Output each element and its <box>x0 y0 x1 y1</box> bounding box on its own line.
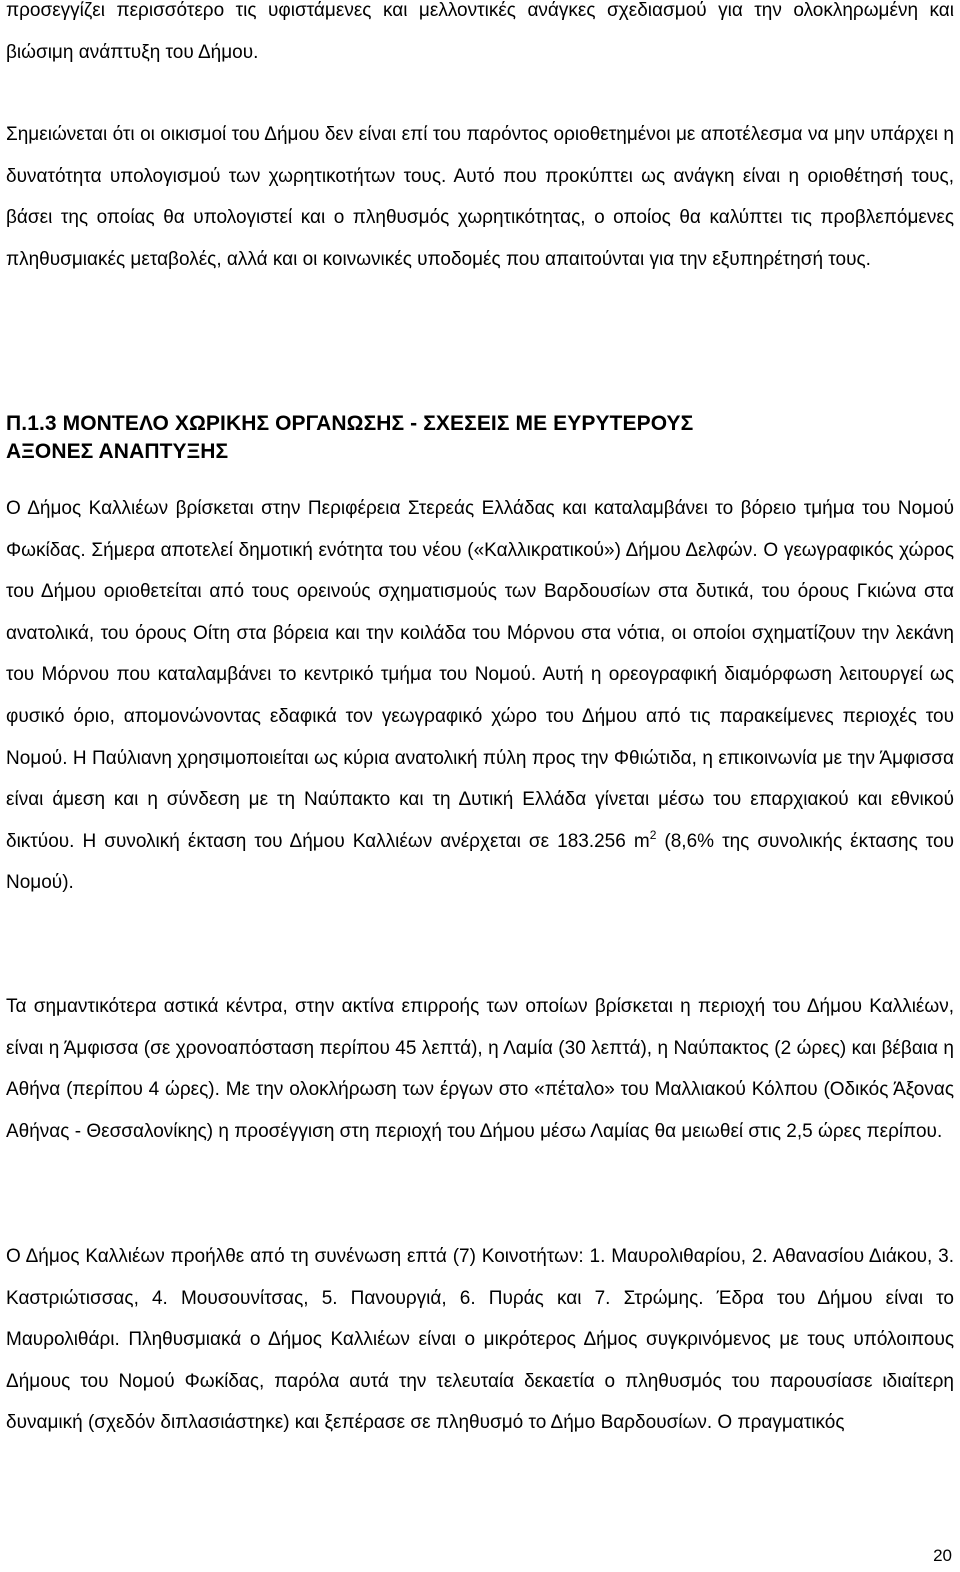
paragraph-geography <box>6 488 954 904</box>
paragraph-communities: Ο Δήμος Καλλιέων προήλθε από τη συνένωση επτά (7) Κοινοτήτων: 1. Μαυρολιθαρίου, 2. Αθανασίου Διάκου, 3. Καστριώτισσας, 4. Μουσουνίτσας, 5. Πανουργιά, 6. Πυράς και 7. Στρώμης. Έδρα του Δήμου είναι το Μαυρολιθάρι. Πληθυσμιακά ο Δήμος Καλλιέων είναι ο μικρότερος Δήμος συγκρινόμενος με τους υπόλοιπους Δήμους του Νομού Φωκίδας, παρόλα αυτά την τελευταία δεκαετία ο πληθυσμός του παρουσίασε ιδιαίτερη δυναμική (σχεδόν διπλασιάστηκε) και ξεπέρασε σε πληθυσμό το Δήμο Βαρδουσίων. Ο πραγματικός <box>6 1246 954 1434</box>
document-page <box>6 0 954 281</box>
paragraph-geography-tail: (8,6% της συνολικής έκτασης του Νομού). <box>6 830 954 894</box>
paragraph-fragment: προσεγγίζει περισσότερο τις υφιστάμενες και μελλοντικές ανάγκες σχεδιασμού για την ολοκληρωμένη και βιώσιμη ανάπτυξη του Δήμου. <box>6 0 954 63</box>
section-heading-line-2: ΑΞΟΝΕΣ ΑΝΑΠΤΥΞΗΣ <box>6 440 229 463</box>
paragraph-geography-main: Ο Δήμος Καλλιέων βρίσκεται στην Περιφέρεια Στερεάς Ελλάδας και καταλαμβάνει το βόρειο τμήμα του Νομού Φωκίδας. Σήμερα αποτελεί δημοτική ενότητα του νέου («Καλλικρατικού») Δήμου Δελφών. Ο γεωγραφικός χώρος του Δήμου οριοθετείται από τους ορεινούς σχηματισμούς των Βαρδουσίων στα δυτικά, του όρους Γκιώνα στα ανατολικά, του όρους Οίτη στα βόρεια και την κοιλάδα του Μόρνου στα νότια, οι οποίοι σχηματίζουν την λεκάνη του Μόρνου που καταλαμβάνει το κεντρικό τμήμα του Νομού. Αυτή η ορεογραφική διαμόρφωση λειτουργεί ως φυσικό όριο, απομονώνοντας εδαφικά τον γεωγραφικό χώρο του Δήμου από τις παρακείμενες περιοχές του Νομού. Η Παύλιανη χρησιμοποιείται ως κύρια ανατολική πύλη προς την Φθιώτιδα, η επικοινωνία με την Άμφισσα είναι άμεση και η σύνδεση με τη Ναύπακτο και τη Δυτική Ελλάδα γίνεται μέσω του επαρχιακού και εθνικού δικτύου. Η συνολική έκταση του Δήμου Καλλιέων ανέρχεται σε 183.256 m <box>6 498 954 852</box>
superscript-2: 2 <box>649 827 657 842</box>
paragraph-urban-centers: Τα σημαντικότερα αστικά κέντρα, στην ακτίνα επιρροής των οποίων βρίσκεται η περιοχή του Δήμου Καλλιέων, είναι η Άμφισσα (σε χρονοαπόσταση περίπου 45 λεπτά), η Λαμία (30 λεπτά), η Ναύπακτος (2 ώρες) και βέβαια η Αθήνα (περίπου 4 ώρες). Με την ολοκλήρωση των έργων στο «πέταλο» του Μαλλιακού Κόλπου (Οδικός Άξονας Αθήνας - Θεσσαλονίκης) η προσέγγιση στη περιοχή του Δήμου μέσω Λαμίας θα μειωθεί στις 2,5 ώρες περίπου. <box>6 996 954 1142</box>
section-heading <box>6 410 954 466</box>
paragraph-settlements: Σημειώνεται ότι οι οικισμοί του Δήμου δεν είναι επί του παρόντος οριοθετημένοι με αποτέλεσμα να μην υπάρχει η δυνατότητα υπολογισμού των χωρητικοτήτων τους. Αυτό που προκύπτει ως ανάγκη είναι η οριοθέτησή τους, βάσει της οποίας θα υπολογιστεί και ο πληθυσμός χωρητικότητας, ο οποίος θα καλύπτει τις προβλεπόμενες πληθυσμιακές μεταβολές, αλλά και οι κοινωνικές υποδομές που απαιτούνται για την εξυπηρέτησή τους. <box>6 124 954 270</box>
paragraph-geography-block <box>6 488 954 904</box>
paragraph-urban-centers-block <box>6 986 954 1152</box>
page-number: 20 <box>933 1546 952 1565</box>
section-heading-line-1: Π.1.3 ΜΟΝΤΕΛΟ ΧΩΡΙΚΗΣ ΟΡΓΑΝΩΣΗΣ - ΣΧΕΣΕΙΣ ΜΕ ΕΥΡΥΤΕΡΟΥΣ <box>6 412 694 435</box>
paragraph-communities-block <box>6 1236 954 1444</box>
